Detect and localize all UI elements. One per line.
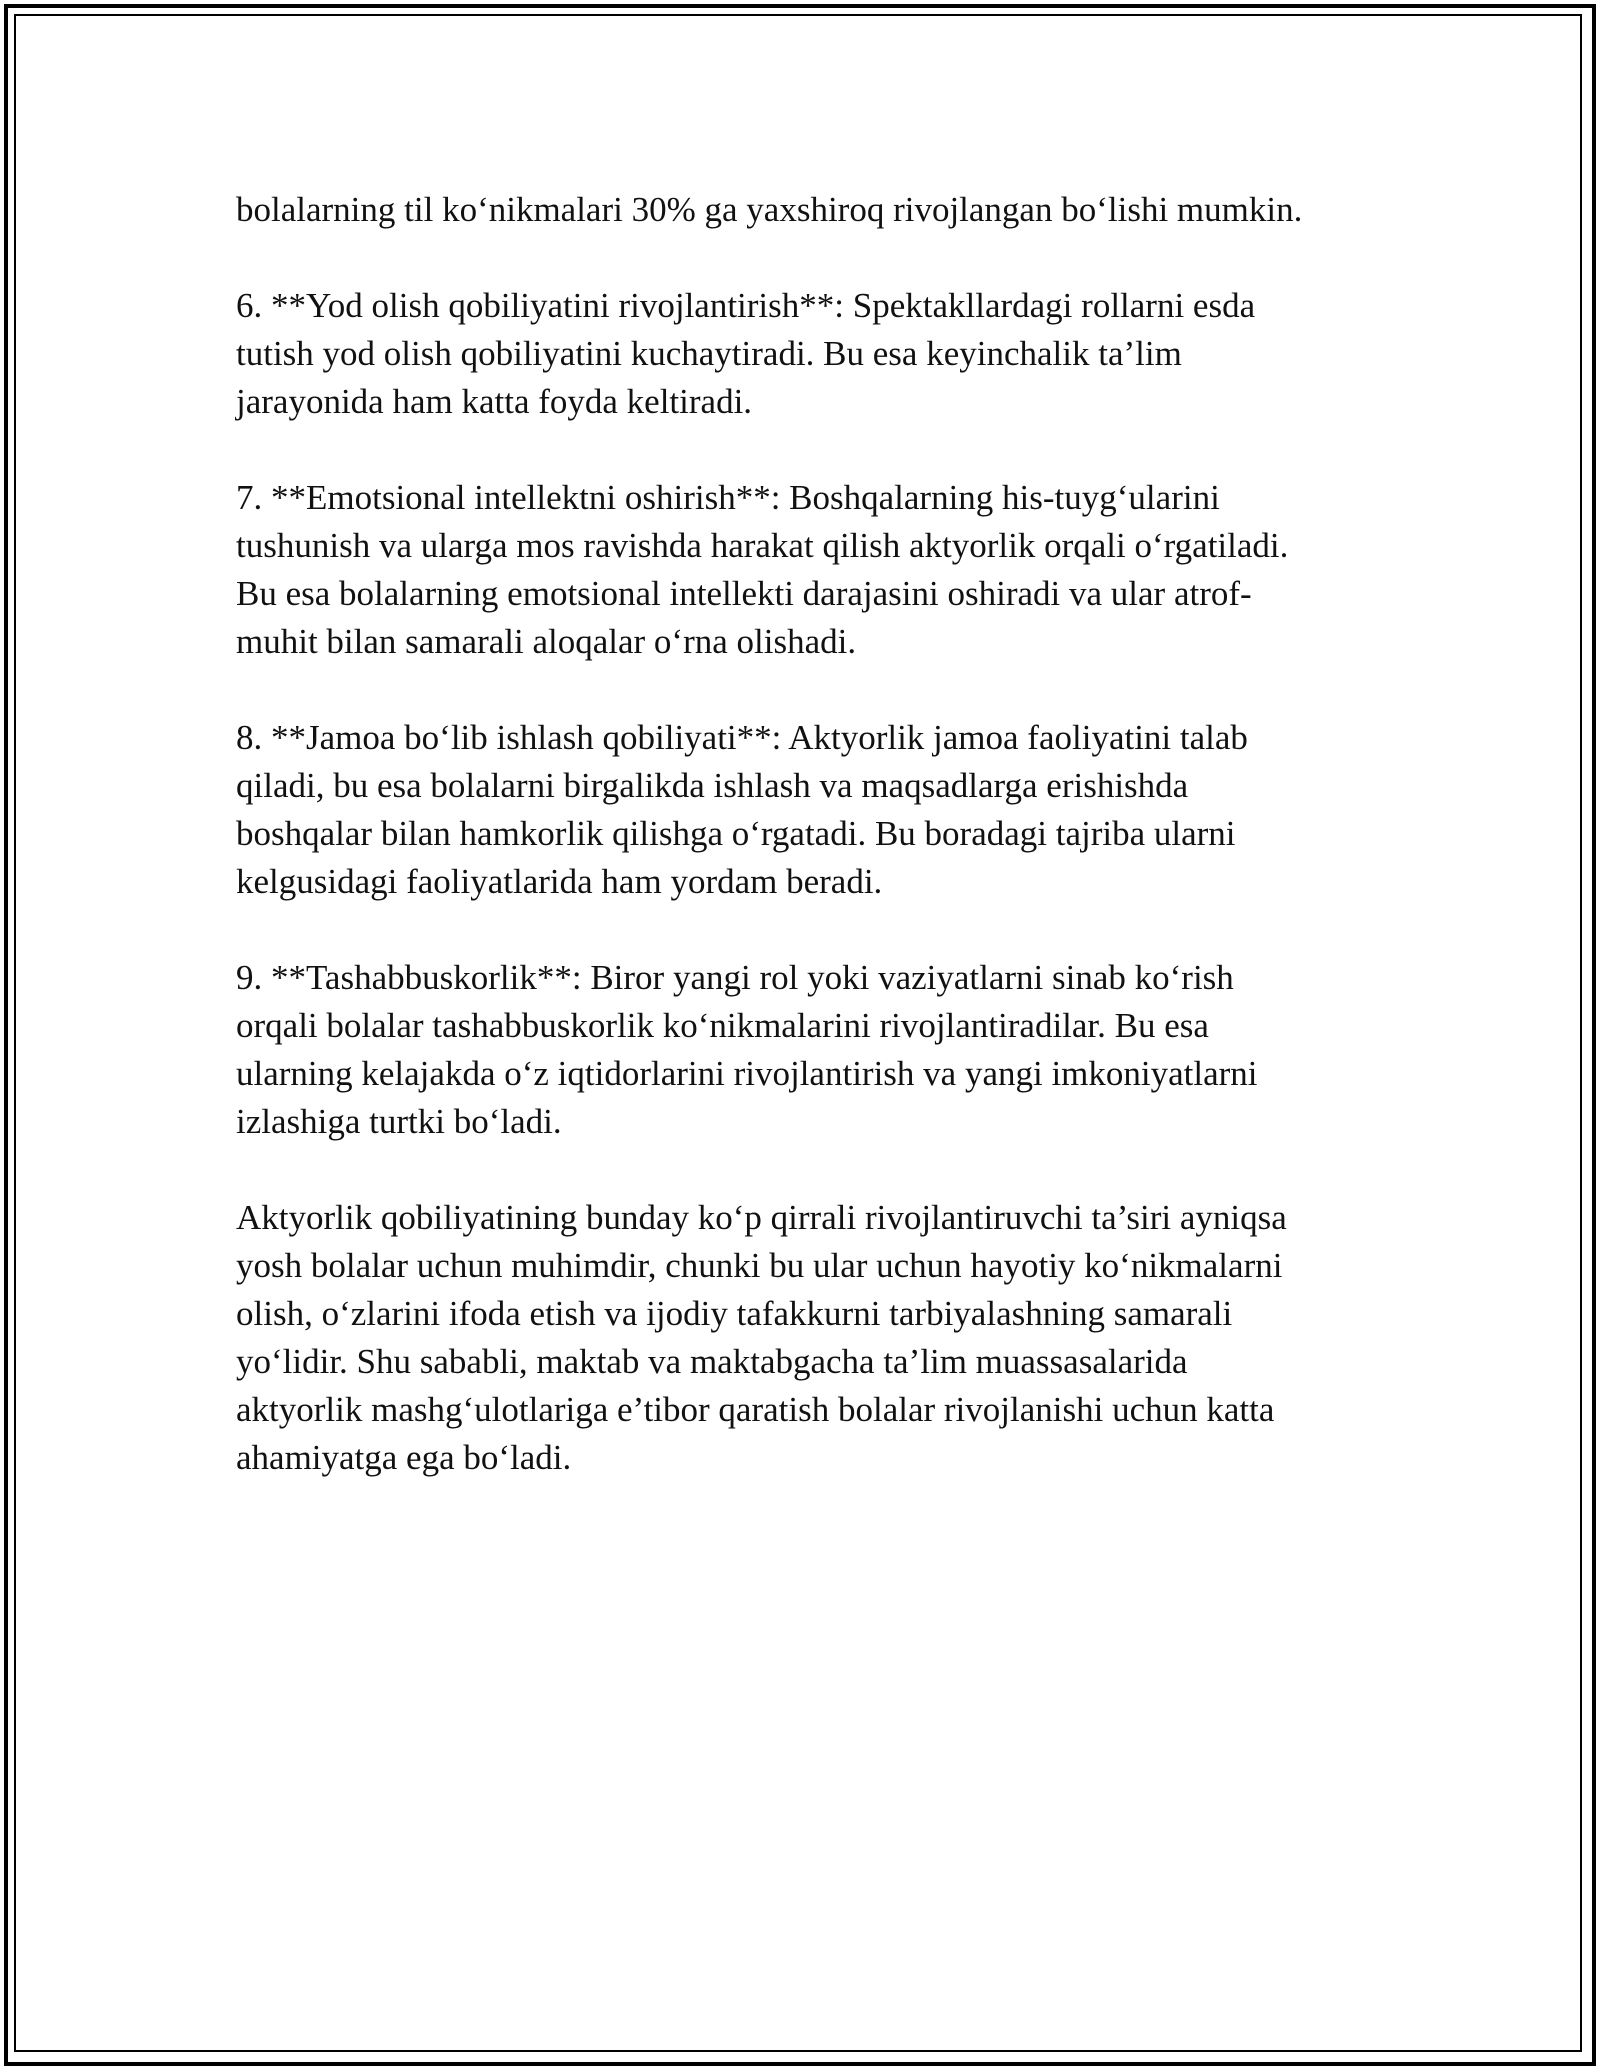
text-line: 7. **Emotsional intellektni oshirish**: Boshqalarning his-tuyg‘ularini bbox=[236, 478, 1220, 517]
text-line: Aktyorlik qobiliyatining bunday ko‘p qirrali rivojlantiruvchi ta’siri ayniqsa bbox=[236, 1198, 1287, 1237]
text-line: ularning kelajakda o‘z iqtidorlarini rivojlantirish va yangi imkoniyatlarni bbox=[236, 1054, 1258, 1093]
text-line: tutish yod olish qobiliyatini kuchaytiradi. Bu esa keyinchalik ta’lim bbox=[236, 334, 1182, 373]
text-line: izlashiga turtki bo‘ladi. bbox=[236, 1102, 562, 1141]
text-line: yosh bolalar uchun muhimdir, chunki bu ular uchun hayotiy ko‘nikmalarni bbox=[236, 1246, 1283, 1285]
document-body bbox=[236, 186, 1376, 1530]
text-line: 9. **Tashabbuskorlik**: Biror yangi rol yoki vaziyatlarni sinab ko‘rish bbox=[236, 958, 1234, 997]
text-line: olish, o‘zlarini ifoda etish va ijodiy tafakkurni tarbiyalashning samarali bbox=[236, 1294, 1233, 1333]
paragraph-conclusion bbox=[236, 1194, 1376, 1482]
text-line: muhit bilan samarali aloqalar o‘rna olishadi. bbox=[236, 622, 857, 661]
text-line: qiladi, bu esa bolalarni birgalikda ishlash va maqsadlarga erishishda bbox=[236, 766, 1189, 805]
text-line: aktyorlik mashg‘ulotlariga e’tibor qaratish bolalar rivojlanishi uchun katta bbox=[236, 1390, 1275, 1429]
paragraph-item-9 bbox=[236, 954, 1376, 1146]
text-line: jarayonida ham katta foyda keltiradi. bbox=[236, 382, 753, 421]
paragraph-item-6 bbox=[236, 282, 1376, 426]
text-line: orqali bolalar tashabbuskorlik ko‘nikmalarini rivojlantiradilar. Bu esa bbox=[236, 1006, 1209, 1045]
paragraph-continuation bbox=[236, 186, 1376, 234]
text-line: kelgusidagi faoliyatlarida ham yordam beradi. bbox=[236, 862, 883, 901]
text-line: yo‘lidir. Shu sababli, maktab va maktabgacha ta’lim muassasalarida bbox=[236, 1342, 1188, 1381]
text-line: tushunish va ularga mos ravishda harakat qilish aktyorlik orqali o‘rgatiladi. bbox=[236, 526, 1289, 565]
text-line: boshqalar bilan hamkorlik qilishga o‘rgatadi. Bu boradagi tajriba ularni bbox=[236, 814, 1236, 853]
text-line: 6. **Yod olish qobiliyatini rivojlantirish**: Spektakllardagi rollarni esda bbox=[236, 286, 1256, 325]
text-line: bolalarning til ko‘nikmalari 30% ga yaxshiroq rivojlangan bo‘lishi mumkin. bbox=[236, 190, 1303, 229]
text-line: ahamiyatga ega bo‘ladi. bbox=[236, 1438, 572, 1477]
paragraph-item-7 bbox=[236, 474, 1376, 666]
text-line: Bu esa bolalarning emotsional intellekti darajasini oshiradi va ular atrof- bbox=[236, 574, 1252, 613]
text-line: 8. **Jamoa bo‘lib ishlash qobiliyati**: Aktyorlik jamoa faoliyatini talab bbox=[236, 718, 1248, 757]
paragraph-item-8 bbox=[236, 714, 1376, 906]
